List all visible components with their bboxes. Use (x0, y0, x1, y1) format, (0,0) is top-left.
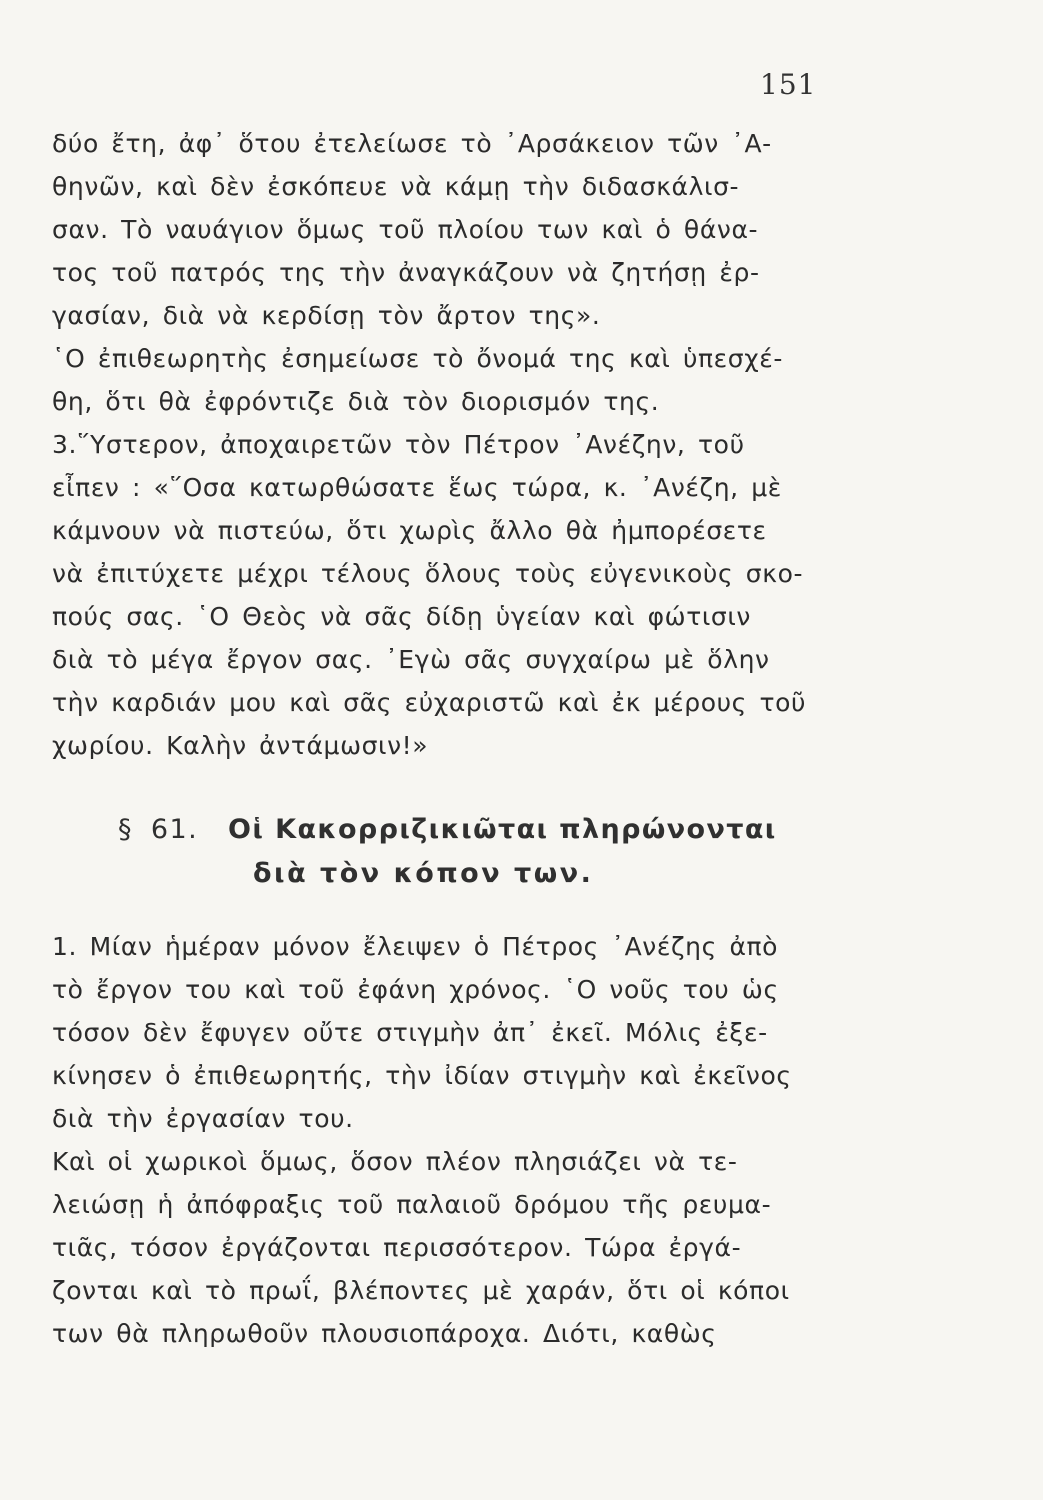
text-line: 1. Μίαν ἡμέραν μόνον ἔλειψεν ὁ Πέτρος ᾽Ανέζης ἀπὸ (52, 932, 779, 961)
text-line: Καὶ οἱ χωρικοὶ ὅμως, ὅσον πλέον πλησιάζει νὰ τε- (52, 1147, 738, 1176)
section-title-line-1: Οἱ Κακορριζικιῶται πληρώνονται (228, 814, 777, 845)
text-line: κίνησεν ὁ ἐπιθεωρητής, τὴν ἰδίαν στιγμὴν καὶ ἐκεῖνος (52, 1061, 792, 1090)
text-line: λειώσῃ ἡ ἀπόφραξις τοῦ παλαιοῦ δρόμου τῆς ρευμα- (52, 1190, 772, 1219)
paragraph-block-2 (52, 925, 842, 1355)
section-symbol: § (118, 814, 133, 845)
section-heading (118, 808, 838, 896)
paragraph-block-1 (52, 122, 842, 767)
text-line: διὰ τὸ μέγα ἔργον σας. ᾽Εγὼ σᾶς συγχαίρω μὲ ὅλην (52, 645, 770, 674)
text-line: δύο ἔτη, ἀφ᾽ ὅτου ἐτελείωσε τὸ ᾽Αρσάκειον τῶν ᾽Α- (52, 129, 772, 158)
text-line: σαν. Τὸ ναυάγιον ὅμως τοῦ πλοίου των καὶ ὁ θάνα- (52, 215, 759, 244)
text-line: χωρίου. Καλὴν ἀντάμωσιν!» (52, 731, 429, 760)
page-number: 151 (760, 68, 817, 101)
text-line: εἶπεν : «῞Οσα κατωρθώσατε ἕως τώρα, κ. ᾽Ανέζη, μὲ (52, 473, 782, 502)
text-line: ζονται καὶ τὸ πρωΐ, βλέποντες μὲ χαράν, ὅτι οἱ κόποι (52, 1276, 790, 1305)
text-line: ῾Ο ἐπιθεωρητὴς ἐσημείωσε τὸ ὄνομά της καὶ ὑπεσχέ- (52, 344, 784, 373)
text-line: γασίαν, διὰ νὰ κερδίσῃ τὸν ἄρτον της». (52, 301, 601, 330)
text-line: των θὰ πληρωθοῦν πλουσιοπάροχα. Διότι, καθὼς (52, 1319, 717, 1348)
text-line: τὴν καρδιάν μου καὶ σᾶς εὐχαριστῶ καὶ ἐκ μέρους τοῦ (52, 688, 807, 717)
text-line: θη, ὅτι θὰ ἐφρόντιζε διὰ τὸν διορισμόν της. (52, 387, 660, 416)
text-line: πούς σας. ῾Ο Θεὸς νὰ σᾶς δίδῃ ὑγείαν καὶ φώτισιν (52, 602, 751, 631)
text-line: τιᾶς, τόσον ἐργάζονται περισσότερον. Τώρα ἐργά- (52, 1233, 742, 1262)
text-line: τὸ ἔργον του καὶ τοῦ ἐφάνη χρόνος. ῾Ο νοῦς του ὡς (52, 975, 779, 1004)
text-line: κάμνουν νὰ πιστεύω, ὅτι χωρὶς ἄλλο θὰ ἠμπορέσετε (52, 516, 767, 545)
text-line: 3.῞Υστερον, ἀποχαιρετῶν τὸν Πέτρον ᾽Ανέζην, τοῦ (52, 430, 745, 459)
text-line: διὰ τὴν ἐργασίαν του. (52, 1104, 354, 1133)
section-number: 61. (150, 814, 199, 845)
section-title-line-2: διὰ τὸν κόπον των. (253, 858, 594, 889)
text-line: τος τοῦ πατρός της τὴν ἀναγκάζουν νὰ ζητήσῃ ἐρ- (52, 258, 760, 287)
text-line: θηνῶν, καὶ δὲν ἐσκόπευε νὰ κάμῃ τὴν διδασκάλισ- (52, 172, 740, 201)
text-line: νὰ ἐπιτύχετε μέχρι τέλους ὅλους τοὺς εὐγενικοὺς σκο- (52, 559, 804, 588)
section-heading-line-1 (118, 808, 838, 852)
text-line: τόσον δὲν ἔφυγεν οὔτε στιγμὴν ἀπ᾽ ἐκεῖ. Μόλις ἐξε- (52, 1018, 768, 1047)
